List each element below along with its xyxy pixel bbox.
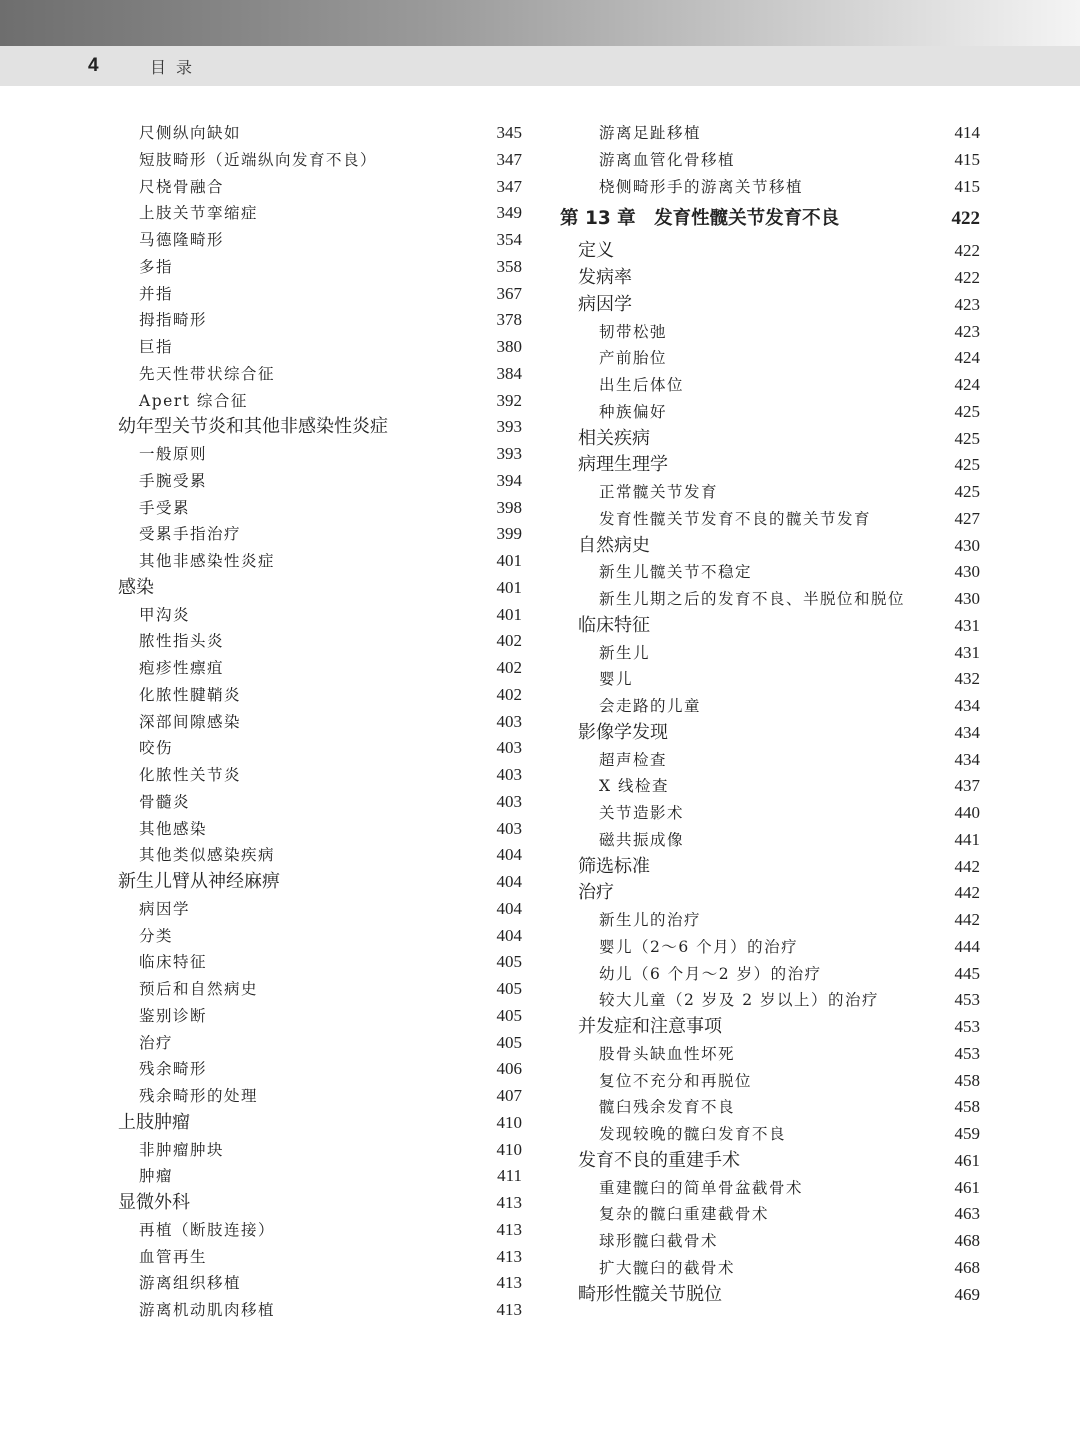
entry-page-number: 399 <box>496 524 522 544</box>
toc-entry[interactable] <box>560 1255 980 1282</box>
toc-entry[interactable] <box>560 372 980 399</box>
entry-page-number: 424 <box>954 375 980 394</box>
entry-page-number: 434 <box>954 722 980 742</box>
entry-page-number: 469 <box>954 1284 980 1304</box>
entry-page-number: 413 <box>496 1219 522 1239</box>
entry-title: 发育不良的重建手术 <box>578 1149 740 1171</box>
toc-entry[interactable] <box>560 1068 980 1095</box>
toc-entry[interactable] <box>560 773 980 800</box>
entry-page-number: 392 <box>496 390 522 410</box>
entry-title: 相关疾病 <box>578 427 650 449</box>
toc-entry[interactable] <box>118 602 522 629</box>
entry-title: 拇指畸形 <box>139 311 208 330</box>
entry-title: 血管再生 <box>139 1247 208 1266</box>
toc-entry[interactable] <box>560 586 980 613</box>
entry-title: 非肿瘤肿块 <box>139 1140 225 1159</box>
entry-page-number: 403 <box>496 791 522 811</box>
toc-entry[interactable] <box>560 1041 980 1068</box>
entry-title: 桡侧畸形手的游离关节移植 <box>599 177 804 196</box>
entry-page-number: 415 <box>954 149 980 169</box>
toc-entry[interactable] <box>118 762 522 789</box>
toc-entry[interactable] <box>118 1110 522 1137</box>
entry-page-number: 430 <box>954 535 980 555</box>
entry-page-number: 413 <box>496 1300 522 1319</box>
entry-title: 巨指 <box>139 338 174 356</box>
entry-title: 病理生理学 <box>578 454 668 476</box>
entry-title: 上肢肿瘤 <box>118 1111 190 1133</box>
entry-page-number: 453 <box>954 1043 980 1063</box>
entry-title: 产前胎位 <box>599 349 668 368</box>
toc-entry[interactable] <box>118 468 522 495</box>
entry-page-number: 425 <box>954 401 980 421</box>
entry-title: 游离机动肌肉移植 <box>139 1301 276 1319</box>
toc-entry[interactable] <box>560 693 980 720</box>
entry-page-number: 468 <box>954 1257 980 1277</box>
toc-entry[interactable] <box>560 1121 980 1148</box>
entry-title: 复杂的髋臼重建截骨术 <box>599 1205 770 1224</box>
entry-page-number: 442 <box>954 856 980 876</box>
entry-page-number: 425 <box>954 428 980 448</box>
entry-page-number: 427 <box>954 508 980 528</box>
entry-page-number: 458 <box>954 1097 980 1117</box>
entry-page-number: 406 <box>496 1059 522 1079</box>
toc-entry[interactable] <box>118 976 522 1003</box>
entry-title: 发现较晚的髋臼发育不良 <box>599 1125 787 1143</box>
entry-title: 并指 <box>139 284 174 303</box>
entry-page-number: 407 <box>496 1086 522 1105</box>
toc-entry[interactable] <box>118 120 522 147</box>
entry-page-number: 413 <box>496 1273 522 1293</box>
entry-title: 新生儿期之后的发育不良、半脱位和脱位 <box>599 590 906 608</box>
entry-page-number: 393 <box>496 417 522 437</box>
toc-entry[interactable] <box>118 655 522 682</box>
toc-entry[interactable] <box>560 1282 980 1309</box>
entry-page-number: 424 <box>954 348 980 368</box>
entry-title: 新生儿的治疗 <box>599 911 702 929</box>
entry-title: 复位不充分和再脱位 <box>599 1071 753 1090</box>
toc-entry[interactable] <box>118 334 522 361</box>
entry-page-number: 413 <box>496 1246 522 1266</box>
entry-page-number: 347 <box>496 149 522 169</box>
entry-page-number: 404 <box>496 898 522 918</box>
toc-entry[interactable] <box>560 292 980 319</box>
toc-entry[interactable] <box>118 1083 522 1110</box>
toc-entry[interactable] <box>560 1148 980 1175</box>
entry-title: 感染 <box>118 576 154 598</box>
entry-title: 病因学 <box>578 293 632 315</box>
entry-page-number: 431 <box>954 615 980 635</box>
toc-entry[interactable] <box>118 628 522 655</box>
toc-entry[interactable] <box>560 452 980 479</box>
entry-page-number: 414 <box>954 123 980 142</box>
entry-title: 游离组织移植 <box>139 1274 242 1293</box>
entry-title: 新生儿 <box>599 643 651 662</box>
entry-title: 婴儿（2～6 个月）的治疗 <box>599 937 799 956</box>
toc-entry[interactable] <box>118 495 522 522</box>
entry-title: 扩大髋臼的截骨术 <box>599 1258 736 1277</box>
entry-title: 影像学发现 <box>578 721 668 743</box>
toc-entry[interactable] <box>560 880 980 907</box>
entry-title: 肿瘤 <box>139 1167 174 1186</box>
toc-entry[interactable] <box>118 816 522 843</box>
entry-title: 病因学 <box>139 899 191 918</box>
entry-title: 发病率 <box>578 267 632 288</box>
entry-page-number: 411 <box>497 1166 522 1186</box>
entry-page-number: 405 <box>496 1005 522 1025</box>
entry-page-number: 349 <box>496 203 522 223</box>
entry-title: 发育性髋关节发育不良的髋关节发育 <box>599 509 872 528</box>
entry-page-number: 461 <box>954 1150 980 1170</box>
entry-page-number: 410 <box>496 1139 522 1159</box>
toc-entry[interactable] <box>118 254 522 281</box>
toc-entry[interactable] <box>560 800 980 827</box>
toc-entry[interactable] <box>118 1003 522 1030</box>
entry-title: 临床特征 <box>578 614 650 636</box>
entry-page-number: 367 <box>496 283 522 303</box>
entry-title: 超声检查 <box>599 750 668 769</box>
toc-entry[interactable] <box>118 174 522 201</box>
entry-page-number: 404 <box>496 872 522 891</box>
toc-right-column <box>560 120 980 1308</box>
entry-title: 其他非感染性炎症 <box>139 552 276 570</box>
entry-title: 尺桡骨融合 <box>139 177 225 196</box>
entry-page-number: 404 <box>496 925 522 945</box>
entry-title: 尺侧纵向缺如 <box>139 124 242 142</box>
entry-title: 新生儿髋关节不稳定 <box>599 563 753 582</box>
toc-entry[interactable] <box>560 533 980 560</box>
toc-entry[interactable] <box>118 200 522 227</box>
entry-title: 第 13 章 发育性髋关节发育不良 <box>560 208 840 230</box>
entry-page-number: 380 <box>496 337 522 356</box>
entry-title: 会走路的儿童 <box>599 697 702 715</box>
entry-page-number: 432 <box>954 669 980 689</box>
entry-page-number: 442 <box>954 910 980 929</box>
toc-entry[interactable] <box>560 613 980 640</box>
toc-entry[interactable] <box>560 961 980 988</box>
entry-page-number: 354 <box>496 230 522 249</box>
entry-title: 再植（断肢连接） <box>139 1220 276 1239</box>
toc-entry[interactable] <box>118 521 522 548</box>
page-number: 4 <box>88 55 99 76</box>
entry-page-number: 430 <box>954 562 980 582</box>
entry-title: 筛选标准 <box>578 855 650 877</box>
toc-entry[interactable] <box>560 559 980 586</box>
entry-page-number: 459 <box>954 1124 980 1143</box>
entry-title: 临床特征 <box>139 953 208 972</box>
toc-entry[interactable] <box>560 934 980 961</box>
entry-title: 化脓性腱鞘炎 <box>139 685 242 704</box>
entry-page-number: 425 <box>954 455 980 475</box>
entry-title: 球形髋臼截骨术 <box>599 1232 719 1250</box>
toc-entry[interactable] <box>560 640 980 667</box>
toc-entry[interactable] <box>560 666 980 693</box>
entry-title: 短肢畸形（近端纵向发育不良） <box>139 150 378 169</box>
entry-page-number: 413 <box>496 1193 522 1212</box>
toc-entry[interactable] <box>560 1014 980 1041</box>
entry-title: 其他类似感染疾病 <box>139 846 276 865</box>
section-title: 目录 <box>150 58 203 77</box>
toc-entry[interactable] <box>118 388 522 415</box>
toc-entry[interactable] <box>560 426 980 453</box>
toc-entry[interactable] <box>560 854 980 881</box>
toc-entry[interactable] <box>118 575 522 602</box>
entry-title: 新生儿臂从神经麻痹 <box>118 871 280 892</box>
entry-title: 髋臼残余发育不良 <box>599 1098 736 1117</box>
entry-page-number: 384 <box>496 363 522 383</box>
entry-page-number: 401 <box>496 577 522 597</box>
toc-entry[interactable] <box>560 120 980 147</box>
toc-entry[interactable] <box>560 1228 980 1255</box>
entry-page-number: 401 <box>496 604 522 624</box>
toc-left-column <box>118 120 522 1324</box>
entry-page-number: 434 <box>954 749 980 769</box>
entry-title: 分类 <box>139 926 174 945</box>
entry-page-number: 402 <box>496 684 522 704</box>
entry-page-number: 431 <box>954 642 980 662</box>
entry-page-number: 404 <box>496 845 522 865</box>
entry-title: 其他感染 <box>139 819 208 838</box>
toc-entry[interactable] <box>118 548 522 575</box>
entry-page-number: 405 <box>496 952 522 972</box>
toc-entry[interactable] <box>560 747 980 774</box>
toc-entry[interactable] <box>118 281 522 308</box>
toc-entry[interactable] <box>560 1175 980 1202</box>
entry-page-number: 422 <box>954 241 980 261</box>
toc-entry[interactable] <box>118 1137 522 1164</box>
entry-title: 磁共振成像 <box>599 830 685 849</box>
entry-title: 咬伤 <box>139 739 174 758</box>
entry-title: 正常髋关节发育 <box>599 483 719 501</box>
toc-entry[interactable] <box>118 949 522 976</box>
toc-entry[interactable] <box>118 361 522 388</box>
toc-entry[interactable] <box>118 1030 522 1057</box>
entry-title: 出生后体位 <box>599 376 685 394</box>
toc-entry[interactable] <box>118 1244 522 1271</box>
toc-entry[interactable] <box>560 238 980 265</box>
toc-entry[interactable] <box>118 789 522 816</box>
entry-title: 治疗 <box>578 882 614 904</box>
entry-title: 畸形性髋关节脱位 <box>578 1283 722 1305</box>
toc-entry[interactable] <box>560 399 980 426</box>
entry-title: 关节造影术 <box>599 804 685 822</box>
toc-entry[interactable] <box>118 1056 522 1083</box>
toc-entry[interactable] <box>118 227 522 254</box>
entry-title: 幼年型关节炎和其他非感染性炎症 <box>118 416 388 438</box>
entry-page-number: 458 <box>954 1070 980 1090</box>
entry-page-number: 403 <box>496 738 522 758</box>
entry-title: 脓性指头炎 <box>139 632 225 651</box>
entry-page-number: 402 <box>496 658 522 677</box>
entry-title: 游离足趾移植 <box>599 124 702 142</box>
entry-title: 甲沟炎 <box>139 605 191 624</box>
entry-page-number: 378 <box>496 310 522 330</box>
entry-page-number: 405 <box>496 979 522 998</box>
toc-entry[interactable] <box>560 907 980 934</box>
entry-title: 化脓性关节炎 <box>139 766 242 784</box>
toc-entry[interactable] <box>118 842 522 869</box>
toc-entry[interactable] <box>118 869 522 896</box>
entry-page-number: 393 <box>496 444 522 463</box>
entry-title: 疱疹性瘭疽 <box>139 659 225 677</box>
entry-page-number: 440 <box>954 803 980 822</box>
entry-page-number: 403 <box>496 711 522 731</box>
entry-title: X 线检查 <box>599 777 669 796</box>
entry-page-number: 453 <box>954 1017 980 1036</box>
entry-title: 显微外科 <box>118 1192 190 1213</box>
toc-entry[interactable] <box>118 735 522 762</box>
toc-entry[interactable] <box>118 923 522 950</box>
toc-entry[interactable] <box>560 827 980 854</box>
toc-entry[interactable] <box>118 896 522 923</box>
entry-page-number: 398 <box>496 497 522 517</box>
entry-title: 深部间隙感染 <box>139 712 242 731</box>
entry-title: 游离血管化骨移植 <box>599 150 736 169</box>
toc-entry[interactable] <box>560 506 980 533</box>
entry-page-number: 394 <box>496 470 522 490</box>
entry-title: 马德隆畸形 <box>139 231 225 249</box>
entry-page-number: 434 <box>954 696 980 715</box>
chapter-entry[interactable] <box>560 200 980 238</box>
entry-page-number: 445 <box>954 963 980 983</box>
entry-title: 韧带松弛 <box>599 322 668 341</box>
entry-title: 多指 <box>139 257 174 276</box>
toc-entry[interactable] <box>560 174 980 201</box>
entry-page-number: 441 <box>954 829 980 849</box>
entry-title: 婴儿 <box>599 670 634 689</box>
entry-page-number: 468 <box>954 1231 980 1250</box>
entry-page-number: 347 <box>496 176 522 196</box>
toc-entry[interactable] <box>118 307 522 334</box>
toc-entry[interactable] <box>560 987 980 1014</box>
toc-entry[interactable] <box>560 265 980 292</box>
entry-title: 种族偏好 <box>599 402 668 421</box>
entry-page-number: 425 <box>954 482 980 501</box>
entry-title: 较大儿童（2 岁及 2 岁以上）的治疗 <box>599 991 880 1010</box>
entry-page-number: 422 <box>951 208 980 230</box>
toc-entry[interactable] <box>560 1094 980 1121</box>
entry-page-number: 430 <box>954 589 980 608</box>
entry-page-number: 415 <box>954 176 980 196</box>
entry-page-number: 423 <box>954 294 980 314</box>
toc-entry[interactable] <box>560 1201 980 1228</box>
toc-entry[interactable] <box>560 720 980 747</box>
entry-page-number: 444 <box>954 936 980 956</box>
entry-title: 残余畸形的处理 <box>139 1087 259 1105</box>
entry-title: 并发症和注意事项 <box>578 1016 722 1037</box>
toc-entry[interactable] <box>560 345 980 372</box>
toc-entry[interactable] <box>118 1217 522 1244</box>
entry-title: 手腕受累 <box>139 471 208 490</box>
entry-title: 定义 <box>578 240 614 262</box>
entry-title: 一般原则 <box>139 445 208 463</box>
entry-page-number: 442 <box>954 883 980 903</box>
entry-page-number: 405 <box>496 1032 522 1052</box>
entry-title: 股骨头缺血性坏死 <box>599 1044 736 1063</box>
entry-page-number: 437 <box>954 776 980 796</box>
toc-entry[interactable] <box>118 147 522 174</box>
entry-title: 残余畸形 <box>139 1060 208 1079</box>
toc-entry[interactable] <box>118 709 522 736</box>
entry-title: 预后和自然病史 <box>139 980 259 998</box>
header-gradient-bar <box>0 0 1080 46</box>
entry-title: 幼儿（6 个月～2 岁）的治疗 <box>599 964 822 983</box>
entry-title: 受累手指治疗 <box>139 525 242 544</box>
entry-title: 重建髋臼的简单骨盆截骨术 <box>599 1178 804 1197</box>
entry-title: 治疗 <box>139 1033 174 1052</box>
entry-title: 手受累 <box>139 498 191 517</box>
entry-title: 先天性带状综合征 <box>139 364 276 383</box>
toc-entry[interactable] <box>118 1270 522 1297</box>
toc-entry[interactable] <box>560 479 980 506</box>
entry-title: Apert 综合征 <box>139 391 248 410</box>
toc-entry[interactable] <box>118 1163 522 1190</box>
toc-entry[interactable] <box>118 441 522 468</box>
entry-page-number: 410 <box>496 1112 522 1132</box>
entry-page-number: 463 <box>954 1204 980 1224</box>
toc-entry[interactable] <box>560 147 980 174</box>
toc-entry[interactable] <box>118 414 522 441</box>
entry-page-number: 403 <box>496 818 522 838</box>
entry-page-number: 461 <box>954 1177 980 1197</box>
entry-page-number: 422 <box>954 268 980 287</box>
entry-page-number: 402 <box>496 631 522 651</box>
entry-page-number: 345 <box>496 123 522 142</box>
entry-page-number: 423 <box>954 321 980 341</box>
entry-page-number: 453 <box>954 990 980 1010</box>
entry-page-number: 403 <box>496 765 522 784</box>
entry-page-number: 401 <box>496 551 522 570</box>
entry-title: 鉴别诊断 <box>139 1006 208 1025</box>
entry-title: 上肢关节挛缩症 <box>139 204 259 223</box>
toc-entry[interactable] <box>118 682 522 709</box>
entry-title: 自然病史 <box>578 534 650 556</box>
toc-entry[interactable] <box>118 1190 522 1217</box>
entry-page-number: 358 <box>496 256 522 276</box>
toc-entry[interactable] <box>560 319 980 346</box>
entry-title: 骨髓炎 <box>139 792 191 811</box>
toc-entry[interactable] <box>118 1297 522 1324</box>
